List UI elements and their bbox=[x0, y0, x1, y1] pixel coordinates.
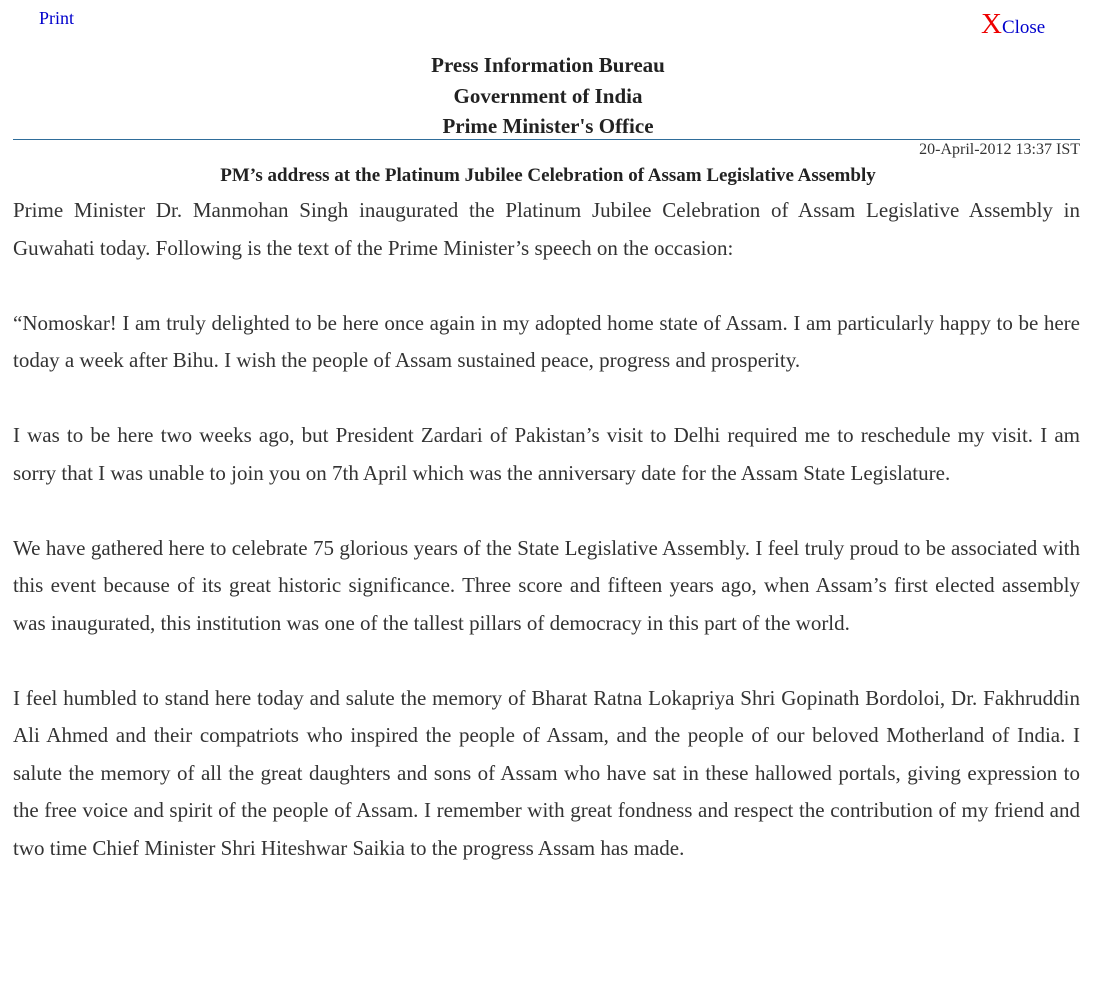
release-dateline: 20-April-2012 13:37 IST bbox=[919, 141, 1080, 158]
print-link[interactable]: Print bbox=[39, 8, 75, 28]
close-icon: X bbox=[981, 8, 1002, 40]
office-name: Prime Minister's Office bbox=[442, 114, 654, 138]
body-paragraph: Prime Minister Dr. Manmohan Singh inaugurated the Platinum Jubilee Celebration of Assam Legislative Assembly in Guwahati today. Following is the text of the Prime Minister’s speech on the occasion: bbox=[13, 198, 1080, 260]
government-name: Government of India bbox=[453, 83, 643, 108]
body-paragraph: “Nomoskar! I am truly delighted to be here once again in my adopted home state of Assam. I am particularly happy to be here today a week after Bihu. I wish the people of Assam sustained peace, progress and prosperity. bbox=[13, 310, 1080, 372]
header-divider bbox=[13, 139, 1080, 140]
bureau-name: Press Information Bureau bbox=[431, 53, 665, 77]
body-paragraph: We have gathered here to celebrate 75 glorious years of the State Legislative Assembly. I feel truly proud to be associated with this event because of its great historic significance. Three score and fifteen years ago, when Assam’s first elected assembly was inaugurated, this institution was one of the tallest pillars of democracy in this part of the world. bbox=[13, 535, 1080, 635]
close-label: Close bbox=[1001, 17, 1046, 38]
body-paragraph: I was to be here two weeks ago, but President Zardari of Pakistan’s visit to Delhi required me to reschedule my visit. I am sorry that I was unable to join you on 7th April which was the anniversary date for the Assam State Legislature. bbox=[13, 423, 1080, 485]
release-body bbox=[13, 192, 1080, 905]
masthead bbox=[0, 50, 1096, 142]
body-paragraph: I feel humbled to stand here today and salute the memory of Bharat Ratna Lokapriya Shri Gopinath Bordoloi, Dr. Fakhruddin Ali Ahmed and their compatriots who inspired the people of Assam, and the people of our beloved Motherland of India. I salute the memory of all the great daughters and sons of Assam who have sat in these hallowed portals, giving expression to the free voice and spirit of the people of Assam. I remember with great fondness and respect the contribution of my friend and two time Chief Minister Shri Hiteshwar Saikia to the progress Assam has made. bbox=[13, 685, 1080, 860]
close-button[interactable] bbox=[981, 10, 1045, 39]
release-headline: PM’s address at the Platinum Jubilee Celebration of Assam Legislative Assembly bbox=[220, 165, 876, 186]
